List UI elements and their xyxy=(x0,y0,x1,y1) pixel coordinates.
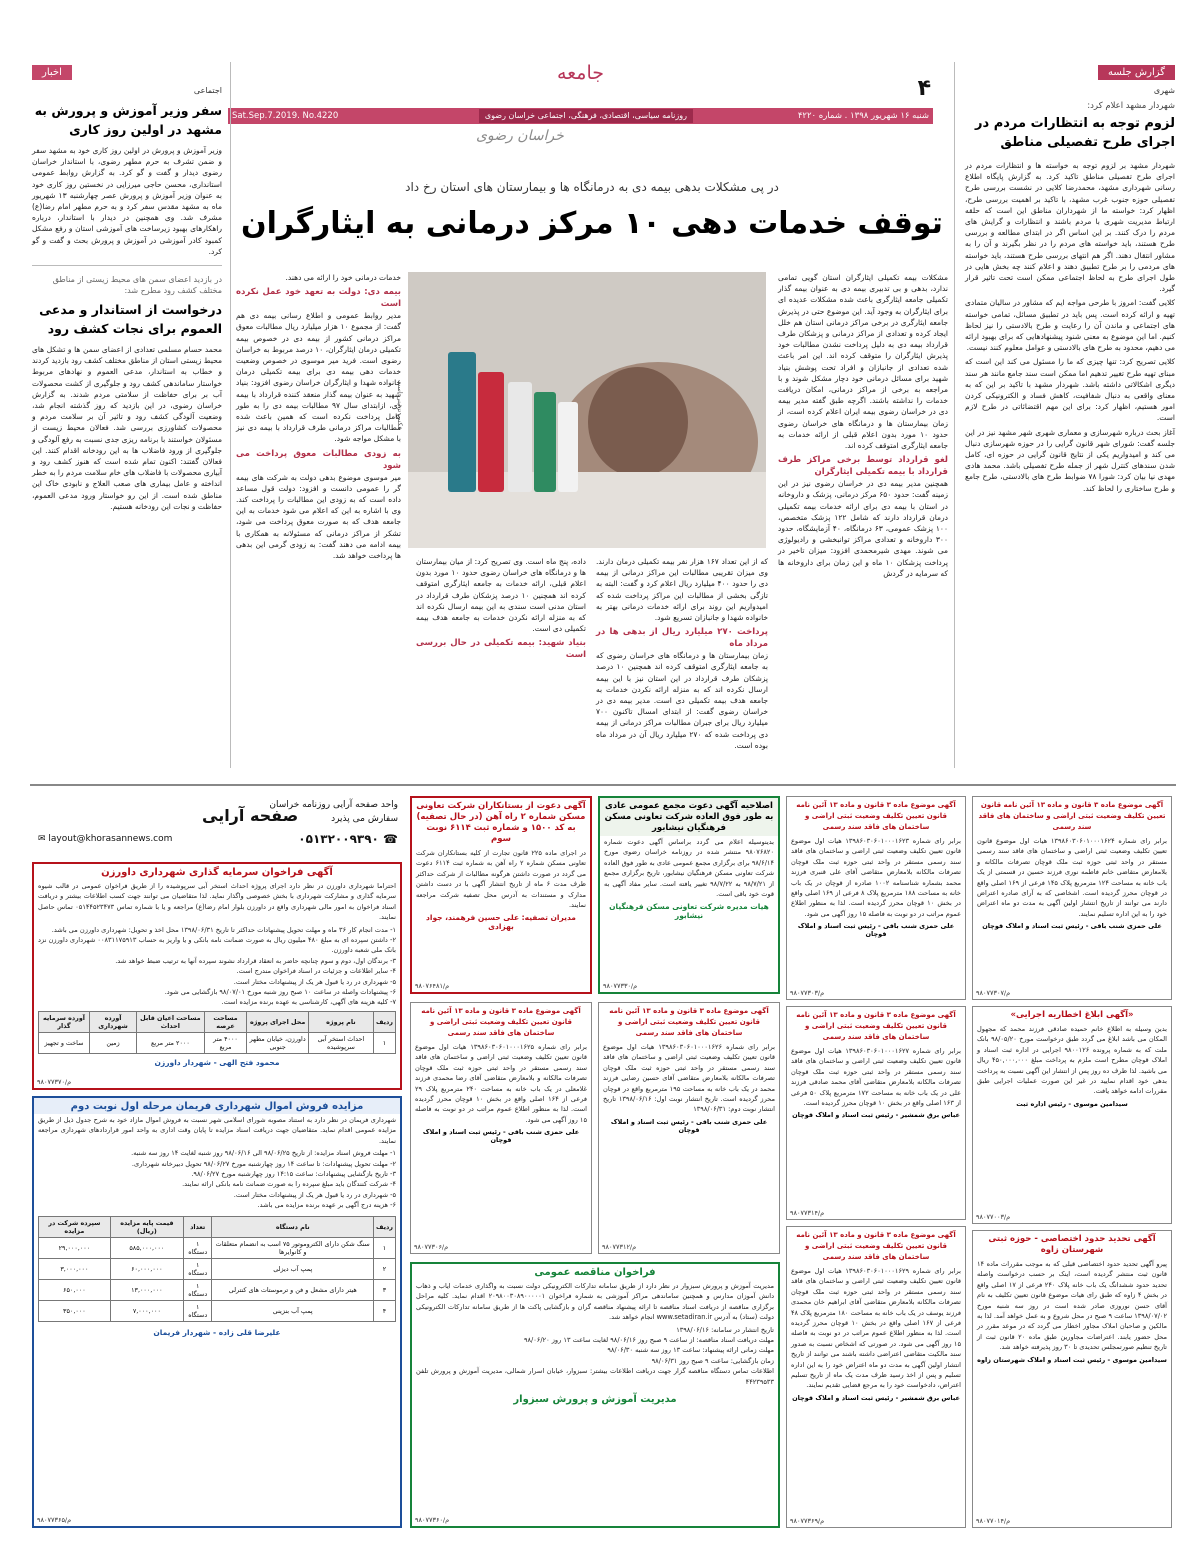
ad-signature: مدیران تصفیه: علی حسین فرهمند، جواد بهزادی xyxy=(426,913,576,932)
ad-item: زمان بازگشایی: ساعت ۹ صبح روز ۹۸/۰۶/۳۱ xyxy=(651,1356,774,1365)
subheading: لغو قرارداد توسط برخی مراکز طرف قرارداد با بیمه تکمیلی ایثارگران xyxy=(778,455,948,478)
article-headline: توقف خدمات دهی ۱۰ مرکز درمانی به ایثارگران xyxy=(241,206,943,241)
ad-body: برابر رای شماره ۱۳۹۸۶۰۳۰۶۰۱۰۰۰۱۶۲۴ هیات اول موضوع قانون تعیین تکلیف وضعیت ثبتی اراضی و ساختمان های فاقد سند رسمی مستقر در واحد ثبتی حوزه ثبت ملک قوچان تصرفات مالکانه و بلامعارض متقاضی خانم فاطمه نوری فرزند حسین در قسمتی از یک باب خانه به مساحت ۱۲۴ مترمربع پلاک ۱۴۵ فرعی از ۱۶۹ اصلی واقع در قوچان محرز گردیده است. اشخاصی که به آرای صادره اعتراض دارند می توانند از تاریخ انتشار اولین آگهی به مدت دو ماه اعتراض خود را به این اداره تسلیم نمایند. xyxy=(977,837,1168,918)
ad-body: بدین وسیله به اطلاع خانم حمیده صادقی فرزند محمد که مجهول المکان می باشد ابلاغ می گردد طبق درخواست مورخ ۹۸/۰۵/۲۰ بانک ملت که به شماره پرونده ۹۸۰۰۱۲۶ اجرایی در اداره ثبت اسناد و املاک قوچان مطرح است ملزم به پرداخت مبلغ ۴۵۰,۰۰۰,۰۰۰ ریال می باشید. لذا ظرف ده روز پس از انتشار این آگهی نسبت به پرداخت بدهی خود اقدام نمایید در غیر این صورت عملیات اجرایی طبق مقررات ادامه خواهد یافت. xyxy=(977,1025,1168,1096)
paragraph: که از این تعداد ۱۶۷ هزار نفر بیمه تکمیلی درمان دارند. وی میزان تقریبی مطالبات این مراکز درمانی از بیمه دی را حدود ۴۰۰ میلیارد ریال اعلام کرد و گفت: البته به تازگی بخشی از مطالبات این مراکز پرداخت شده که امیدواریم این روند برای ارائه خدمات درمانی بهتر به خانواده شهدا و جانبازان تسریع شود. xyxy=(596,557,768,623)
main-article xyxy=(236,180,948,770)
ad-item: ۴- شرکت کنندگان باید مبلغ سپرده را به صورت ضمانت نامه بانکی ارائه نمایند. xyxy=(182,1180,396,1189)
ad-signature: علی حمزی شنب باقی - رئیس ثبت اسناد و املاک قوچان xyxy=(610,1117,768,1134)
paragraph: کلایی تصریح کرد: تنها چیزی که ما را مسئول می کند این است که مبنای تهیه طرح تغییر تدهیم اما ممکن است سند جامع مانند هر سند دیگری اشکالاتی داشته باشد. شهردار مشهد با تاکید بر این که به معنای واقعی به دنبال شفافیت، کاهش فساد و الکترونیکی کردن امور هستیم، اظهار کرد: برای این مهم اقتضائاتی در طرح لازم است. xyxy=(965,357,1175,423)
table-row: ۱ احداث استخر آبی سرپوشیده داورزن، خیابان مطهر جنوبی ۴۰۰۰ متر مربع ۲۰۰۰ متر مربع زمین ساخت و تجهیز xyxy=(39,1032,396,1053)
ad-code: ۹۸۰۷۷۳۰۶/م xyxy=(414,1243,449,1251)
ad-body: احتراما شهرداری داورزن در نظر دارد اجرای پروژه احداث استخر آبی سرپوشیده را از طریق فراخوان عمومی در قالب شیوه سرمایه گذاری و مشارکت شهرداری با بخش خصوصی واگذار نماید. لذا متقاضیان می توانند جهت کسب اطلاعات بیشتر و دریافت اسناد فراخوان به امور مالی شهرداری واقع در داورزن بلوار امام رضا(ع) مراجعه و یا با شماره تماس ۰۵۱۴۴۵۲۳۴۷۳ تماس حاصل نمایند. xyxy=(38,882,396,922)
email-icon: ✉ xyxy=(38,834,49,844)
ad-item: ۶- پیشنهادات واصله در ساعت ۱۰ صبح روز شنبه مورخ ۹۸/۰۷/۰۱ بازگشایی می شود. xyxy=(164,988,396,997)
ad-item: ۲- داشتن سپرده ای به مبلغ ۴۸۰ میلیون ریال به صورت ضمانت نامه بانکی و یا واریز به حساب ۰۰۸۳۱۱۷۵۹۱۳ شهرداری داورزن نزد بانک ملی شعبه داورزن. xyxy=(38,936,396,955)
ad-registration-notice xyxy=(786,796,966,1000)
divider xyxy=(32,265,222,266)
paragraph: میر موسوی موضوع بدهی دولت به شرکت های بیمه گر را عمومی دانست و افزود: دولت قول مساعد داده است که به زودی این مطالبات را پرداخت کند. وی با اشاره به این که اعلام می شود خدمات به این جامعه هدف که به صورت معوق پرداخت می شود، تشکر از مراکز درمانی که مسئولانه به همکاری با بیمه ادامه می دهند گفت: به زودی گرمی این بدهی ها پرداخت خواهد شد. xyxy=(236,472,401,561)
column-divider xyxy=(230,62,231,768)
subheading: پرداخت ۲۷۰ میلیارد ریال از بدهی ها در مرداد ماه xyxy=(596,627,768,650)
ad-items xyxy=(34,1147,400,1211)
table-row: ۴ پمپ آب بنزینی ۱ دستگاه ۷,۰۰۰,۰۰۰ ۳۵۰,۰۰۰ xyxy=(39,1300,396,1321)
paragraph: شهردار مشهد بر لزوم توجه به خواسته ها و انتظارات مردم در اجرای طرح تفصیلی مناطق تاکید کرد. به گزارش پایگاه اطلاع رسانی شهرداری مشهد، محمدرضا کلایی در نشست بررسی طرح تفصیلی حوزه جنوب غرب مشهد، با تاکید بر اهمیت بررسی طرح، اظهار کرد: خواسته ما از شهرداران مناطق این است که حلقه ارتباط مدیریت شهری با مردم باشند و انتظارات و گرایش های مردم را درک کنند. بر این اساس اگر در ابتدای مطالعه و بررسی طرح هستند، باید خواسته های مردم را در نظر بگیرند و آن را به مشاور انتقال دهند. اگر هم انتهای بررسی طرح هستند، باید خواسته های مردمی را بر طرح تطبیق دهند و اعلام کنند چه بخش هایی در طول اجرای طرح به لحاظ اجتماعی ممکن است تحت تاثیر قرار گیرد. xyxy=(965,161,1175,294)
left-column xyxy=(32,60,222,768)
subheading: بنیاد شهید: بیمه تکمیلی در حال بررسی است xyxy=(416,638,586,661)
header-tagline: روزنامه سیاسی، اقتصادی، فرهنگی، اجتماعی خراسان رضوی xyxy=(479,109,693,123)
ad-code: ۹۸۰۷۷۳۶۹/م xyxy=(790,1517,825,1525)
right-column xyxy=(965,60,1175,768)
paragraph: مشکلات بیمه تکمیلی ایثارگران استان گویی تمامی ندارد، بدهی و بی تدبیری بیمه دی به عنوان بیمه گذار تکمیلی جامعه ایثارگری باعث شده مشکلات عدیده ای برای ایثارگران به وجود آید. این موضوع حتی در پذیرش جامعه ایثارگری در برخی مراکز درمانی استان هم خلل ایجاد کرده و تعدادی از مراکز درمانی و پزشکان طرف قرارداد بیمه دی به دلیل پرداخت نشدن مطالبات خود پذیرش ایثارگران را متوقف کرده اند. این امر باعث شده تعدادی از جانبازان و افراد تحت پوشش بنیاد شهید برای مسائل درمانی خود دچار مشکل شوند و با مراجعه به برخی از مراکز درمانی، امکان دریافت خدمات را نداشته باشند. اگرچه طبق گفته مدیر بیمه دی در خراسان رضوی بیمه ایران اعلام کرده است، از زمان بیمارستان ها و درمانگاه های خراسان رضوی حدود ۱۰ مورد بدون اعلام قبلی از ارائه خدمات به جامعه ایثارگری امتوقف کرده اند. xyxy=(778,273,948,451)
article-column xyxy=(596,556,768,754)
ad-code: ۹۸۰۷۷۰۱۴/م xyxy=(976,1517,1011,1525)
ad-title: آگهی فراخوان سرمایه گذاری شهرداری داورزن xyxy=(101,867,333,878)
paragraph: آغاز بحث درباره شهرسازی و معماری شهری شهر مشهد نیز در این جلسه گفت: شورای شهر قانون گرایی را در حوزه شهرسازی دنبال می کند و امیدواریم یکی از نتایج قانون گرایی در حوزه ای، کامل شدن سندهای کنترل شهر از جمله طرح تفصیلی باشد. محمد هادی مهدی نیا بیان کرد: شورا ۷۸ ضوابط طرح های بالادستی، طرح جامع و طرح ساختاری را لحاظ کند. xyxy=(965,427,1175,493)
ad-signature: علی حمزی شنب باقی - رئیس ثبت اسناد و املاک قوچان xyxy=(797,922,955,939)
ad-body: برابر رای شماره ۱۳۹۸۶۰۳۰۶۰۱۰۰۰۱۶۲۶ هیات اول موضوع قانون تعیین تکلیف وضعیت ثبتی اراضی و ساختمان های فاقد سند رسمی مستقر در واحد ثبتی حوزه ثبت ملک قوچان تصرفات مالکانه بلامعارض متقاضی آقای حسین رضایی فرزند محمد در یک باب خانه به مساحت ۱۹۵ مترمربع واقع در قوچان محرز گردیده است. تاریخ انتشار نوبت اول: ۱۳۹۸/۰۶/۱۶ تاریخ انتشار نوبت دوم: ۱۳۹۸/۰۶/۳۱ xyxy=(603,1043,776,1114)
ad-title: اصلاحیه آگهی دعوت مجمع عمومی عادی به طور فوق العاده شرکت تعاونی مسکن فرهنگیان نیشابور xyxy=(600,798,778,836)
section-tag: اخبار xyxy=(32,65,72,80)
ad-code: ۹۸۰۷۷۳۰۳/م xyxy=(790,989,825,997)
paragraph: زمان بیمارستان ها و درمانگاه های خراسان رضوی که به جامعه ایثارگری امتوقف کرده اند همچنین ۱۰ درصد پزشکان طرف قرارداد در این استان نیز با این بیمه ارسال نکرده اند که به منزله ارائه نکردن خدمات به جامعه هدف بیمه تکمیلی دی است. مدیر بیمه دی در خراسان رضوی گفت: از ابتدای امسال تاکنون ۷۰۰ میلیارد ریال برای جبران مطالبات مراکز درمانی از بیمه دی پرداخت شده که ۲۷۰ میلیارد ریال آن در مرداد ماه بوده است. xyxy=(596,651,769,750)
ad-title: آگهی موضوع ماده ۳ قانون و ماده ۱۳ آئین نامه قانون تعیین تکلیف وضعیت ثبتی اراضی و ساختمان های فاقد سند رسمی xyxy=(796,801,956,831)
ad-code: ۹۸۰۷۷۳۶۵/م xyxy=(37,1516,72,1524)
ad-signature: مدیریت آموزش و پرورش سبزوار xyxy=(513,1394,677,1406)
ad-signature: محمود فتح الهی - شهردار داورزن xyxy=(154,1057,280,1067)
ad-table: ردیف نام پروژه محل اجرای پروژه مساحت عرصه مساحت اعیان قابل احداث آورده شهرداری آورده سرمایه گذار ۱ احداث استخر آبی سرپوشیده داورزن، خیابان مطهر جنوبی ۴۰۰۰ متر مربع ۲۰۰۰ متر مربع زمین ساخت و تجهیز xyxy=(38,1011,396,1054)
paragraph: همچنین مدیر بیمه دی در خراسان رضوی نیز در این زمینه گفت: حدود ۶۵۰ مرکز درمانی، پزشک و داروخانه در استان با بیمه دی برای ارائه خدمات بیمه تکمیلی درمان قرارداد دارند که شامل ۱۲۲ پزشک متخصص، ۱۰۰ پزشک عمومی، ۶۳ درمانگاه، ۴۰ آزمایشگاه، حدود ۳۰۰ داروخانه و تعدادی مراکز توانبخشی و رادیولوژی می شوند. مهدی شیرمحمدی افزود: میزان تاخیر در پرداخت پزشکان ۱۰ ماه و این زمان برای داروخانه ها که سرمایه در گردش xyxy=(778,479,948,578)
ad-item: اطلاعات تماس دستگاه مناقصه گزار جهت دریافت اطلاعات بیشتر: سبزوار، خیابان اسرار شمالی، مدیریت آموزش و پرورش تلفن ۴۴۲۳۹۵۳۳ xyxy=(416,1367,774,1386)
ad-item: ۵- شهرداری در رد یا قبول هر یک از پیشنهادات مختار است. xyxy=(233,1190,396,1199)
ad-signature: علی حمزی شنب باقی - رئیس ثبت اسناد و املاک قوچان xyxy=(422,1128,580,1145)
ad-creditors-call xyxy=(410,796,592,994)
subheading: بیمه دی: دولت به تعهد خود عمل نکرده است xyxy=(236,287,401,310)
ad-signature: سیدامین موسوی - رئیس ثبت اسناد و املاک شهرستان زاوه xyxy=(977,1355,1167,1364)
article-column xyxy=(236,272,401,564)
ad-title: آگهی دعوت از بستانکاران شرکت تعاونی مسکن شماره ۲ راه آهن (در حال تصفیه) به کد ۱۵۰۰ و شماره ثبت ۶۱۱۴ نوبت سوم xyxy=(416,801,586,844)
ad-body: پیرو آگهی تحدید حدود اختصاصی قبلی که به موجب مقررات ماده ۱۴ قانون ثبت منتشر گردیده است، اینک بر حسب درخواست واصله تحدید حدود ششدانگ یک باب خانه پلاک ۲۴۰ فرعی از ۱۷ اصلی واقع در بخش ۴ زاوه که طبق رای هیات موضوع قانون تعیین تکلیف به نام آقای حسن نوروزی صادر شده است در روز سه شنبه مورخ ۱۳۹۸/۰۷/۰۲ ساعت ۹ صبح در محل شروع و به عمل خواهد آمد. لذا به مالکین و صاحبان املاک مجاور اخطار می گردد که در موعد مقرر در محل حضور یابند. اعتراضات مجاورین طبق ماده ۲۰ قانون ثبت از تاریخ تنظیم صورتمجلس تحدیدی تا ۳۰ روز پذیرفته خواهد شد. xyxy=(977,1260,1168,1352)
paragraph: داده، پنج ماه است. وی تصریح کرد: از میان بیمارستان ها و درمانگاه های خراسان رضوی حدود ۱۰ مورد بدون اعلام قبلی، ارائه خدمات به جامعه ایثارگری امتوقف کرده اند همچنین ۱۰ درصد پزشکان طرف قرارداد در استان مدنی است سندی به این بیمه ارسال نکرده اند که به منزله ارائه نکردن خدمات به جامعه هدف بیمه تکمیلی دی است. xyxy=(416,557,587,634)
ad-assembly-correction xyxy=(598,796,780,994)
ad-registration-notice xyxy=(410,1002,592,1254)
ad-signature: علی حمزی شنب باقی - رئیس ثبت اسناد و املاک قوچان xyxy=(982,922,1162,931)
kicker: اجتماعی xyxy=(193,86,222,95)
ad-title: آگهی تحدید حدود اختصاصی - حوزه ثبتی شهرستان زاوه xyxy=(988,1234,1156,1255)
ad-title: آگهی موضوع ماده ۳ قانون و ماده ۱۳ آئین نامه قانون تعیین تکلیف وضعیت ثبتی اراضی و ساختمان های فاقد سند رسمی xyxy=(796,1231,956,1261)
kicker: شهری xyxy=(1153,86,1175,95)
ad-item: تاریخ انتشار در سامانه: ۱۳۹۸/۰۶/۱۶ xyxy=(676,1325,774,1334)
ad-signature: هیات مدیره شرکت تعاونی مسکن فرهنگیان نیشابور xyxy=(609,902,769,921)
paragraph: مدیر روابط عمومی و اطلاع رسانی بیمه دی هم گفت: از مجموع ۱۰ هزار میلیارد ریال مطالبات معوق مراکز درمانی کشور از بیمه دی در خصوص بیمه تکمیلی درمان ایثارگران، ۱۰ درصد مربوط به خراسان رضوی است. فرید میر موسوی در خصوص وضعیت خدمات دهی بیمه دی برای بیمه تکمیلی درمان خانواده شهدا و ایثارگران خراسان رضوی افزود: بنیاد شهید به عنوان بیمه گذار منعقد کننده قرارداد با بیمه دی، ازابتدای سال ۹۷ مطالبات بیمه دی را به طور کامل پرداخت نکرده است که همین باعث شده مطالبات مراکز درمانی طرف قرارداد با بیمه دی نیز با مشکل مواجه شود. xyxy=(236,311,401,444)
ad-signature: عباس برق شمشیر - رئیس ثبت اسناد و املاک قوچان xyxy=(792,1393,960,1402)
article-column xyxy=(778,272,948,582)
ad-body: مدیریت آموزش و پرورش سبزوار در نظر دارد از طریق سامانه تدارکات الکترونیکی دولت نسبت به واگذاری خدمات ایاب و ذهاب دانش آموزان مدارس و همچنین ساماندهی مراکز آموزشی به شماره فراخوان ۲۰۹۸۰۰۳۰۸۹۰۰۰۰۰۱ اقدام نماید. کلیه مراحل برگزاری مناقصه از دریافت اسناد مناقصه تا ارائه پیشنهاد مناقصه گران و بازگشایی پاکت ها از طریق سامانه تدارکات الکترونیکی دولت (ستاد) به آدرس www.setadiran.ir انجام خواهد شد. xyxy=(416,1282,775,1322)
newspaper-logo: خراسان رضوی xyxy=(476,128,564,144)
ad-title: «آگهی ابلاغ اخطاریه اجرایی» xyxy=(1010,1010,1134,1020)
article-title: درخواست از استاندار و مدعی العموم برای نجات کشف رود xyxy=(39,302,222,337)
photo-caption: عکس تزئینی است xyxy=(396,380,404,431)
ad-item: ۴- سایر اطلاعات و جزئیات در اسناد فراخوان مندرج است. xyxy=(236,967,396,976)
ad-line: واحد صفحه آرایی روزنامه خراسان xyxy=(269,800,398,810)
ad-title: آگهی موضوع ماده ۳ قانون و ماده ۱۳ آئین نامه قانون تعیین تکلیف وضعیت ثبتی اراضی و ساختمان های فاقد سند رسمی xyxy=(609,1007,769,1037)
ad-phone: ☎ ۰۵۱۳۲۰۰۹۳۹۰ xyxy=(298,832,398,846)
header-date-fa: شنبه ۱۶ شهریور ۱۳۹۸ . شماره ۴۲۲۰ xyxy=(797,111,929,121)
ad-registration-notice xyxy=(786,1226,966,1528)
article-title: سفر وزیر آموزش و پرورش به مشهد در اولین روز کاری xyxy=(34,103,222,137)
ad-title: صفحه آرایی xyxy=(202,806,299,825)
ad-body: برابر رای شماره ۱۳۹۸۶۰۳۰۶۰۱۰۰۰۱۶۲۵ هیات اول موضوع قانون تعیین تکلیف وضعیت ثبتی اراضی و ساختمان های فاقد سند رسمی مستقر در واحد ثبتی حوزه ثبت ملک قوچان تصرفات مالکانه و بلامعارض متقاضی آقای رضا محمدی فرزند غلامعلی در یک باب خانه به مساحت ۲۴۰ مترمربع پلاک ۲۹ فرعی از ۱۶۴ اصلی واقع در بخش ۱۰ قوچان محرز گردیده است. لذا به منظور اطلاع عموم مراتب در دو نوبت به فاصله ۱۵ روز آگهی می شود. xyxy=(415,1043,588,1124)
ad-code: ۹۸۰۷۷۰۰۳/م xyxy=(976,1213,1011,1221)
ad-signature: علیرضا قلی زاده - شهردار فریمان xyxy=(153,1327,281,1337)
ad-body: برابر رای شماره ۱۳۹۸۶۰۳۰۶۰۱۰۰۰۱۶۲۷ هیات اول موضوع قانون تعیین تکلیف وضعیت ثبتی اراضی و ساختمان های فاقد سند رسمی مستقر در واحد ثبتی حوزه ثبت ملک قوچان تصرفات مالکانه بلامعارض متقاضی آقای محمد صادقی فرزند علی در یک باب خانه به مساحت ۱۷۲ مترمربع پلاک ۵۰ فرعی از ۱۶۳ اصلی واقع در بخش ۱۰ قوچان محرز گردیده است. xyxy=(791,1047,962,1108)
ad-email[interactable]: ✉ layout@khorasannews.com xyxy=(38,834,173,844)
table-row: ۱ سنگ شکن دارای الکتروموتور ۷۵ اسب به انضمام متعلقات و کانوایرها ۱ دستگاه ۵۸۵,۰۰۰,۰۰۰ ۲۹,۰۰۰,۰۰۰ xyxy=(39,1237,396,1258)
ad-code: ۹۸۰۷۷۳۷۰/م xyxy=(37,1078,72,1086)
paragraph: خدمات درمانی خود را ارائه می دهند. xyxy=(285,273,401,282)
ad-title: آگهی موضوع ماده ۳ قانون و ماده ۱۳ آئین نامه قانون تعیین تکلیف وضعیت ثبتی اراضی و ساختمان های فاقد سند رسمی xyxy=(978,801,1166,831)
ad-item: ۲- مهلت تحویل پیشنهادات: تا ساعت ۱۴ روز چهارشنبه مورخ ۹۸/۰۶/۲۷ تحویل دبیرخانه شهرداری. xyxy=(131,1159,396,1168)
ad-title: مزایده فروش اموال شهرداری فریمان مرحله اول نوبت دوم xyxy=(34,1098,400,1114)
subheading: به زودی مطالبات معوق پرداخت می شود xyxy=(236,448,401,471)
ad-item: مهلت دریافت اسناد مناقصه: از ساعت ۹ صبح روز ۹۸/۰۶/۱۶ لغایت ساعت ۱۳ روز ۹۸/۰۶/۲۰ xyxy=(523,1336,774,1345)
ad-page-design xyxy=(32,796,402,856)
ad-code: ۹۸۰۷۷۳۱۴/م xyxy=(790,1209,825,1217)
page-header xyxy=(228,60,933,152)
lead-line: شهردار مشهد اعلام کرد: xyxy=(1087,101,1175,111)
ad-davarzan-investment xyxy=(32,862,402,1090)
ad-registration-notice xyxy=(972,796,1172,1000)
ad-item: ۱- مدت انجام کار ۳۶ ماه و مهلت تحویل پیشنهادات حداکثر تا تاریخ ۱۳۹۸/۰۶/۳۱ محل اخذ و تحویل: شهرداری داورزن می باشد. xyxy=(51,925,396,934)
phone-icon: ☎ xyxy=(378,832,398,846)
ad-fariman-auction xyxy=(32,1096,402,1528)
ad-code: ۹۸۰۷۷۳۰۷/م xyxy=(976,989,1011,997)
table-row: ۳ هیتر دارای مشعل و فن و ترموستات های کنترلی ۱ دستگاه ۱۳,۰۰۰,۰۰۰ ۶۵۰,۰۰۰ xyxy=(39,1279,396,1300)
ad-body: برابر رای شماره ۱۳۹۸۶۰۳۰۶۰۱۰۰۰۱۶۲۹ هیات اول موضوع قانون تعیین تکلیف وضعیت ثبتی اراضی و ساختمان های فاقد سند رسمی مستقر در واحد ثبتی حوزه ثبت ملک قوچان تصرفات مالکانه بلامعارض متقاضی آقای ابراهیم خان محمدی فرزند یوسف در یک باب خانه به مساحت ۱۸۰ مترمربع پلاک ۴۸ فرعی از ۱۶۷ اصلی واقع در بخش ۱۰ قوچان محرز گردیده است. لذا به منظور اطلاع عموم مراتب در دو نوبت به فاصله ۱۵ روز آگهی می شود. در صورتی که اشخاص نسبت به صدور سند مالکیت متقاضی اعتراضی داشته باشند می توانند از تاریخ انتشار اولین آگهی به مدت دو ماه اعتراض خود را به این اداره تسلیم و پس از اخذ رسید ظرف مدت یک ماه از تاریخ تسلیم اعتراض، دادخواست خود را به مرجع قضایی تقدیم نمایند. xyxy=(791,1267,962,1390)
article-body xyxy=(965,160,1175,494)
ad-code: ۹۸۰۷۶۴۸۱/م xyxy=(415,982,450,990)
ad-line: سفارش می پذیرد xyxy=(331,814,398,824)
section-title: جامعه xyxy=(556,62,605,84)
ad-body: شهرداری فریمان در نظر دارد به استناد مصوبه شورای اسلامی شهر نسبت به فروش اموال مازاد خود به شرح جدول ذیل از طریق مزایده عمومی اقدام نماید. متقاضیان جهت دریافت اسناد مزایده تا پایان وقت اداری به واحد امور قراردادهای شهرداری مراجعه نمایند. xyxy=(38,1116,396,1145)
ad-code: ۹۸۰۷۷۳۳۰/م xyxy=(603,982,638,990)
ads-divider xyxy=(30,784,1176,786)
ad-item: مهلت زمانی ارائه پیشنهاد: ساعت ۱۳ روز سه شنبه ۹۸/۰۶/۳۰ xyxy=(607,1346,774,1355)
ad-table: ردیف نام دستگاه تعداد قیمت پایه مزایده (ریال) سپرده شرکت در مزایده ۱ سنگ شکن دارای الکتروموتور ۷۵ اسب به انضمام متعلقات و کانوایرها ۱ دستگاه ۵۸۵,۰۰۰,۰۰۰ ۲۹,۰۰۰,۰۰۰ ۲ پمپ آب دیزلی ۱ دستگاه ۶۰,۰۰۰,۰۰۰ ۳,۰۰۰,۰۰۰ ۳ هیتر دارای مشعل و فن و ترموستات های کنترلی ۱ دستگاه ۱۳,۰۰۰,۰۰۰ ۶۵۰,۰۰۰ ۴ پمپ آب بنزینی ۱ دستگاه ۷,۰۰۰,۰۰۰ ۳۵۰,۰۰۰ xyxy=(38,1216,396,1322)
ad-body: در اجرای ماده ۲۲۵ قانون تجارت از کلیه بستانکاران شرکت تعاونی مسکن شماره ۲ راه آهن به شماره ثبت ۶۱۱۴ دعوت می گردد در صورت داشتن هرگونه مطالبات از شرکت حداکثر ظرف مدت ۶ ماه از تاریخ انتشار آگهی با در دست داشتن مدارک و مستندات به آدرس محل تصفیه شرکت مراجعه نمایند. xyxy=(416,849,587,910)
page-number: ۴ xyxy=(917,76,931,101)
ad-items xyxy=(34,924,400,1009)
ad-registration-notice xyxy=(786,1006,966,1220)
ad-items xyxy=(412,1324,778,1388)
article-photo xyxy=(408,272,766,548)
ad-item: ۳- برندگان اول، دوم و سوم چنانچه حاضر به انعقاد قرارداد نشوند سپرده آنها به ترتیب ضبط خواهد شد. xyxy=(115,956,396,965)
table-row: ۲ پمپ آب دیزلی ۱ دستگاه ۶۰,۰۰۰,۰۰۰ ۳,۰۰۰,۰۰۰ xyxy=(39,1258,396,1279)
article-kicker: در پی مشکلات بدهی بیمه دی به درمانگاه ها و بیمارستان های استان رخ داد xyxy=(405,180,779,194)
ad-code: ۹۸۰۷۷۳۱۲/م xyxy=(602,1243,637,1251)
ad-title: فراخوان مناقصه عمومی xyxy=(534,1267,656,1278)
article-body: محمد حسام مسلمی تعدادی از اعضای سمن ها و تشکل های محیط زیستی استان از مناطق مختلف کشف رود بازدید کردند و خطاب به استاندار، مدعی العموم و نهادهای مربوط خواستار ساماندهی کشف رود و جلوگیری از کشت محصولات آب بر برای حفاظت از سلامتی مردم شدند. به گزارش خراسان رضوی، در این بازدید که روز گذشته انجام شد، وضعیت آلودگی کشف رود و تاثیر آن بر سلامت مردم و محصولات کشاورزی بررسی شد. فعالان محیط زیست از مسئولان خواستند با برنامه ریزی جدی نسبت به رفع آلودگی و جلوگیری از ورود فاضلاب ها به این رودخانه اقدام کنند. این فعالان گفتند: اکنون تمام شده است که هنوز کشف رود و آبیاری محصولات با فاضلاب های خام سلامت مردم را به خطر انداخته و عامل بیماری های صعب العلاج و نابودی خاک این مناطق شده است. از این رو خواستار ورود مدعی العموم، حفاظت و نجات این رودخانه هستیم. xyxy=(32,345,222,511)
ad-title: آگهی موضوع ماده ۳ قانون و ماده ۱۳ آئین نامه قانون تعیین تکلیف وضعیت ثبتی اراضی و ساختمان های فاقد سند رسمی xyxy=(796,1011,956,1041)
ad-title: آگهی موضوع ماده ۳ قانون و ماده ۱۳ آئین نامه قانون تعیین تکلیف وضعیت ثبتی اراضی و ساختمان های فاقد سند رسمی xyxy=(421,1007,581,1037)
ad-signature: عباس برق شمشیر - رئیس ثبت اسناد و املاک قوچان xyxy=(792,1111,960,1120)
ad-body: برابر رای شماره ۱۳۹۸۶۰۳۰۶۰۱۰۰۰۱۶۲۳ هیات اول موضوع قانون تعیین تکلیف وضعیت ثبتی اراضی و ساختمان های فاقد سند رسمی مستقر در واحد ثبتی حوزه ثبت ملک قوچان تصرفات مالکانه بلامعارض متقاضی آقای علی قنبری فرزند محمد بشماره شناسنامه ۱۰۰۲ صادره از قوچان در یک باب خانه به مساحت ۱۸۸ مترمربع پلاک ۸ فرعی از ۱۶۹ اصلی واقع در بخش ۱۰ قوچان محرز گردیده است. لذا به منظور اطلاع عموم مراتب در دو نوبت به فاصله ۱۵ روز آگهی می شود. xyxy=(791,837,962,918)
article-body: وزیر آموزش و پرورش در اولین روز کاری خود به مشهد سفر و ضمن تشرف به حرم مطهر رضوی، با استاندار خراسان رضوی دیدار و گفت و گو کرد. به گزارش روابط عمومی استانداری، محسن حاجی میرزایی در نخستین روز کاری خود به عنوان وزیر آموزش و پرورش عصر چهارشنبه ۱۳ شهریور ماه به مشهد مقدس سفر کرد و به حرم مطهر امام رضا(ع) مشرف شد. وی همچنین در دیدار با استاندار، درباره راهکارهای بهبود زیرساخت های آموزشی استان و رفع مشکل کمبود کادر آموزشی در آموزش و پرورش بحث و گفت و گو کرد. xyxy=(32,146,222,256)
ad-enforcement-notice xyxy=(972,1006,1172,1224)
ad-body: بدینوسیله اعلام می گردد براساس آگهی دعوت شماره ۹۸۰۷۶۸۲۰ منتشر شده در روزنامه خراسان رضوی مورخ ۹۸/۶/۱۴ برای برگزاری مجمع عمومی عادی به طور فوق العاده شرکت تعاونی مسکن فرهنگیان نیشابور، تاریخ برگزاری مجمع از ۹۸/۷/۲۱ به ۹۸/۷/۲۲ تغییر یافته است. سایر مفاد آگهی به قوت خود باقی است. xyxy=(604,838,775,899)
column-divider xyxy=(954,62,955,768)
header-date-en: Sat.Sep.7.2019. No.4220 xyxy=(232,111,339,121)
photo-illustration xyxy=(408,272,766,548)
article-column xyxy=(416,556,586,661)
ad-registration-notice xyxy=(598,1002,780,1254)
ad-item: ۳- تاریخ بازگشایی پیشنهادات: ساعت ۱۴:۱۵ روز چهارشنبه مورخ ۹۸/۰۶/۲۷. xyxy=(191,1170,396,1179)
ad-item: ۵- شهرداری در رد یا قبول هر یک از پیشنهادات مختار است. xyxy=(233,977,396,986)
ad-boundary-notice xyxy=(972,1230,1172,1528)
section-tag: گزارش جلسه xyxy=(1098,65,1175,80)
kicker: در بازدید اعضای سمن های محیط زیستی از مناطق مختلف کشف رود مطرح شد: xyxy=(52,275,222,296)
ad-signature: سیدامین موسوی - رئیس اداره ثبت xyxy=(1016,1099,1128,1108)
ad-item: ۱- مهلت فروش اسناد مزایده: از تاریخ ۹۸/۰۶/۲۵ الی ۹۸/۰۶/۱۶ روز شنبه لغایت ۱۴ روز سه شنبه. xyxy=(131,1149,396,1158)
article-title: لزوم توجه به انتظارات مردم در اجرای طرح تفصیلی مناطق xyxy=(975,116,1175,150)
ad-item: ۷- کلیه هزینه های آگهی، کارشناسی به عهده برنده مزایده است. xyxy=(221,998,396,1007)
ad-item: ۶- هزینه درج آگهی بر عهده برنده مزایده می باشد. xyxy=(257,1201,396,1210)
paragraph: کلایی گفت: امروز با طرحی مواجه ایم که مشاور در سالیان متمادی تهیه و ارائه کرده است. پس باید در تطبیق مسائل، تمامی خواسته های اجتماعی و ماندن آن را رعایت و طرح بالادستی را نیز لحاظ کنیم. اما این موضوع به معنی شنود پیشنهادهایی که برای بهبود ارائه می دهیم، محدود به طرح های بالادستی و عوامل معلوم کنند نیست. xyxy=(965,298,1175,353)
ad-code: ۹۸۰۷۷۳۶۰/م xyxy=(415,1516,450,1524)
ad-public-tender xyxy=(410,1262,780,1528)
